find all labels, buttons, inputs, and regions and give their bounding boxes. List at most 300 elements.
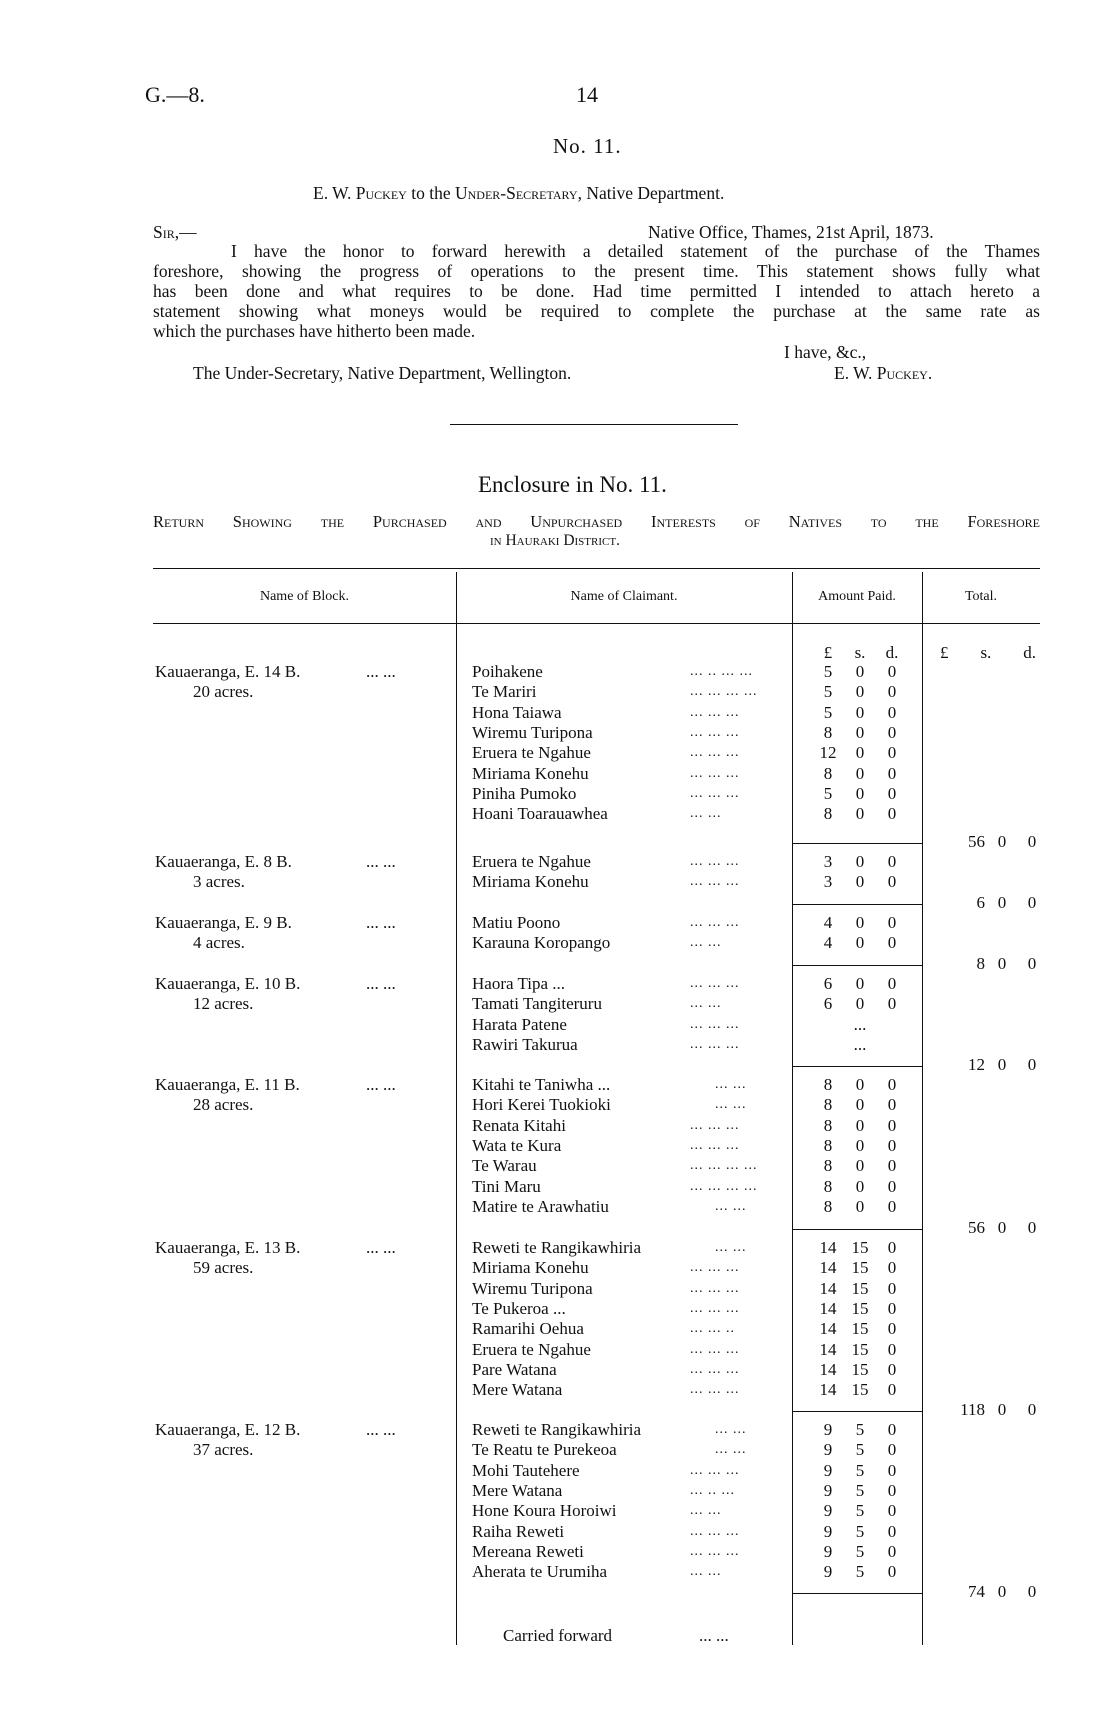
amount-pounds: 8 [823,723,833,742]
amount-pounds: 8 [823,1095,833,1114]
amount-paid [813,1440,907,1460]
amount-pounds: 9 [823,1461,833,1480]
amount-paid [813,1522,907,1542]
claimant-name: Rawiri Takurua [472,1035,578,1054]
block-acres: 4 acres. [193,933,245,952]
amount-paid [813,743,907,763]
block-leader-dots: ... ... [366,1075,396,1094]
amount-pence: 0 [887,1116,897,1135]
amount-pounds: 3 [823,872,833,891]
amount-paid [813,1380,907,1400]
amount-pence: 0 [887,1340,897,1359]
table-row [0,1197,1114,1217]
amount-pounds: 5 [823,662,833,681]
amount-paid [813,1197,907,1217]
table-row [0,1258,1114,1278]
amount-paid [813,1136,907,1156]
subtotal-rule [792,843,922,844]
amount-pence: 0 [887,743,897,762]
amount-pounds: 8 [823,1136,833,1155]
letter-body-line-3: has been done and what requires to be done. Had time permitted I intended to attach hereto a [153,281,1040,301]
block-leader-dots: ... ... [366,662,396,681]
amount-pence: 0 [887,1420,897,1439]
table-row [0,764,1114,784]
amount-pence: 0 [887,1319,897,1338]
amount-pounds: 14 [819,1279,837,1298]
block-acres: 20 acres. [193,682,254,701]
amount-paid [813,1177,907,1197]
table-row [0,1562,1114,1582]
amount-shillings: 0 [855,723,865,742]
total-pounds: 118 [960,1400,985,1419]
amount-shillings: 0 [855,994,865,1013]
table-row [0,1380,1114,1400]
enclosure-subtitle-line-1: Return Showing the Purchased and Unpurchased Interests of Natives to the Foreshore [153,512,1040,531]
amount-pence: 0 [887,1562,897,1581]
letter-heading-to: to the [411,183,451,203]
letter-recipient: Under-Secretary [454,183,578,203]
group-total [945,1218,1045,1238]
claimant-name: Eruera te Ngahue [472,1340,591,1359]
amount-paid [813,784,907,804]
amount-shillings: 0 [855,1197,865,1216]
amount-shillings: 0 [855,784,865,803]
amount-shillings: 5 [855,1501,865,1520]
amount-pence: 0 [887,764,897,783]
subtotal-rule [792,1066,922,1067]
amount-pounds: 9 [823,1420,833,1439]
amount-paid [813,1501,907,1521]
leader-dots: ... ... ... [690,1544,740,1559]
amount-shillings: 0 [855,974,865,993]
amount-pence: 0 [887,1481,897,1500]
leader-dots: ... ... ... [690,1301,740,1316]
amount-pence: 0 [887,1258,897,1277]
total-pence: 0 [1027,893,1037,912]
letter-body-line-5: which the purchases have hitherto been made. [153,321,476,341]
amount-pence: 0 [887,1238,897,1257]
leader-dots: ... ... ... [690,1382,740,1397]
amount-pounds: 4 [823,913,833,932]
table-row [0,662,1114,682]
table-row [0,1542,1114,1562]
leader-dots: ... ... ... [690,854,740,869]
leader-dots: ... ... ... [690,745,740,760]
subtotal-rule [792,904,922,905]
table-row [0,852,1114,872]
table-row [0,1360,1114,1380]
block-leader-dots: ... ... [366,1238,396,1257]
amount-pounds: 4 [823,933,833,952]
amount-units [813,643,907,663]
leader-dots: ... ... [715,1077,747,1092]
amount-pence [877,1035,907,1055]
amount-paid [813,1279,907,1299]
amount-paid [813,1035,907,1055]
amount-pence: 0 [887,974,897,993]
amount-pence: 0 [887,1156,897,1175]
table-row [0,1501,1114,1521]
amount-pence: 0 [887,1380,897,1399]
table-row [0,872,1114,892]
amount-paid [813,1319,907,1339]
group-total [945,1582,1045,1602]
amount-paid [813,662,907,682]
total-pound-label: £ [940,643,949,662]
claimant-name: Reweti te Rangikawhiria [472,1238,642,1257]
claimant-name: Wata te Kura [472,1136,562,1155]
block-acres: 37 acres. [193,1440,254,1459]
carried-forward-row [503,1626,729,1646]
total-shillings: 0 [997,1400,1007,1419]
amount-pounds: 14 [819,1258,837,1277]
claimant-name: Piniha Pumoko [472,784,577,803]
claimant-name: Miriama Konehu [472,1258,589,1277]
amount-pence: 0 [887,1522,897,1541]
amount-pence: 0 [887,1136,897,1155]
block-leader-dots: ... ... [366,974,396,993]
claimant-name: Matiu Poono [472,913,561,932]
amount-pence: 0 [887,872,897,891]
amount-paid [813,682,907,702]
total-shilling-label: s. [980,643,992,662]
amount-paid [813,1238,907,1258]
document-reference: G.—8. [145,82,205,107]
header-claimant: Name of Claimant. [570,589,678,604]
table-row [0,682,1114,702]
table-row [0,1440,1114,1460]
amount-pence [877,1015,907,1035]
amount-shillings: 0 [855,872,865,891]
leader-dots: ... ... ... ... [690,1179,758,1194]
amount-shillings: 15 [851,1279,869,1298]
leader-dots: ... ... [715,1422,747,1437]
amount-pounds: 8 [823,1177,833,1196]
leader-dots: ... ... ... [690,1037,740,1052]
amount-shillings: 0 [855,662,865,681]
letter-body-line-2: foreshore, showing the progress of operations to the present time. This statement shows fully what [153,261,1040,281]
group-total [945,1400,1045,1420]
letter-sender: E. W. Puckey [313,183,407,203]
leader-dots: ... ... ... [690,976,740,991]
letter-department: , Native Department. [577,183,725,203]
enclosure-title: Enclosure in No. 11. [478,472,667,497]
leader-dots: ... ... [715,1442,747,1457]
amount-shillings: 0 [855,1095,865,1114]
block-name: Kauaeranga, E. 13 B. [155,1238,301,1257]
claimant-name: Te Reatu te Purekeoa [472,1440,617,1459]
amount-shillings: 5 [855,1522,865,1541]
amount-shillings: 15 [851,1340,869,1359]
leader-dots: ... ... ... [690,786,740,801]
leader-dots: ... ... ... [690,1118,740,1133]
amount-pounds: 8 [823,1197,833,1216]
claimant-name: Wiremu Turipona [472,723,593,742]
amount-paid [813,804,907,824]
amount-paid [813,974,907,994]
amount-paid [813,1095,907,1115]
amount-pounds: 8 [823,1116,833,1135]
amount-pence: 0 [887,1501,897,1520]
letter-salutation: Sir,— [153,222,197,242]
amount-shillings: 15 [851,1299,869,1318]
block-name: Kauaeranga, E. 14 B. [155,662,301,681]
total-shillings: 0 [997,954,1007,973]
leader-dots: ... .. ... [690,1483,735,1498]
claimant-name: Matire te Arawhatiu [472,1197,609,1216]
total-shillings: 0 [997,1055,1007,1074]
amount-pounds: 3 [823,852,833,871]
leader-dots: ... ... ... [690,1138,740,1153]
amount-shillings: 0 [855,913,865,932]
table-row [0,913,1114,933]
letter-addressee: The Under-Secretary, Native Department, Wellington. [193,363,572,383]
block-leader-dots: ... ... [366,913,396,932]
amount-paid [813,1156,907,1176]
amount-shillings: 0 [855,1136,865,1155]
table-row [0,784,1114,804]
table-header-rule [153,623,1040,624]
letter-dateline: Native Office, Thames, 21st April, 1873. [648,222,934,242]
leader-dots: ... ... ... [690,1362,740,1377]
amount-shillings: 0 [855,804,865,823]
amount-pounds: 14 [819,1238,837,1257]
letter-signature: E. W. Puckey. [834,363,933,383]
leader-dots: ... ... ... [690,766,740,781]
table-row [0,1420,1114,1440]
amount-shillings: 15 [851,1238,869,1257]
leader-dots: ... ... ... [690,915,740,930]
amount-paid [813,1562,907,1582]
total-shillings: 0 [997,832,1007,851]
amount-pence: 0 [887,1542,897,1561]
amount-paid [813,1075,907,1095]
subtotal-rule [792,1229,922,1230]
pound-label: £ [823,643,833,662]
amount-shillings: ... [853,1035,867,1054]
carried-forward-label: Carried forward [503,1626,613,1645]
claimant-name: Ramarihi Oehua [472,1319,584,1338]
claimant-name: Harata Patene [472,1015,567,1034]
claimant-name: Kitahi te Taniwha ... [472,1075,611,1094]
subtotal-rule [792,1411,922,1412]
amount-pence: 0 [887,1197,897,1216]
amount-paid [813,1340,907,1360]
amount-pence: 0 [887,1461,897,1480]
block-name: Kauaeranga, E. 11 B. [155,1075,300,1094]
amount-shillings: 0 [855,682,865,701]
leader-dots: ... ... [690,1503,722,1518]
block-name: Kauaeranga, E. 9 B. [155,913,292,932]
amount-paid [813,913,907,933]
total-pounds: 6 [976,893,985,912]
amount-shillings: ... [853,1015,867,1034]
amount-shillings: 0 [855,743,865,762]
claimant-name: Hoani Toarauawhea [472,804,608,823]
claimant-name: Eruera te Ngahue [472,852,591,871]
block-name: Kauaeranga, E. 8 B. [155,852,292,871]
amount-paid [813,1299,907,1319]
amount-shillings: 5 [855,1440,865,1459]
amount-paid [813,1015,907,1035]
leader-dots: ... ... [715,1240,747,1255]
table-row [0,1299,1114,1319]
amount-pounds: 14 [819,1340,837,1359]
claimant-name: Pare Watana [472,1360,557,1379]
amount-shillings: 15 [851,1258,869,1277]
amount-pounds: 8 [823,764,833,783]
total-pence-label: d. [1023,643,1036,662]
claimant-name: Poihakene [472,662,543,681]
total-pounds: 56 [968,832,985,851]
amount-pence: 0 [887,1299,897,1318]
block-acres: 3 acres. [193,872,245,891]
leader-dots: ... ... ... [690,1281,740,1296]
total-pence: 0 [1027,1400,1037,1419]
block-acres: 59 acres. [193,1258,254,1277]
table-row [0,974,1114,994]
block-leader-dots: ... ... [366,1420,396,1439]
claimant-name: Mere Watana [472,1380,563,1399]
amount-pounds: 12 [819,743,837,762]
leader-dots: ... ... ... [690,725,740,740]
claimant-name: Wiremu Turipona [472,1279,593,1298]
amount-paid [813,933,907,953]
claimant-name: Aherata te Urumiha [472,1562,607,1581]
table-row [0,1095,1114,1115]
amount-shillings: 5 [855,1481,865,1500]
total-pounds: 12 [968,1055,985,1074]
claimant-name: Miriama Konehu [472,764,589,783]
leader-dots: ... .. ... ... [690,664,753,679]
table-row [0,1035,1114,1055]
enclosure-subtitle-line-2: in Hauraki District. [490,532,620,549]
amount-pence: 0 [887,804,897,823]
claimant-name: Renata Kitahi [472,1116,566,1135]
amount-pence: 0 [887,1095,897,1114]
claimant-name: Tini Maru [472,1177,541,1196]
amount-pence: 0 [887,723,897,742]
leader-dots: ... ... ... [690,1524,740,1539]
leader-dots: ... ... ... ... [690,684,758,699]
amount-shillings: 0 [855,764,865,783]
amount-shillings: 0 [855,1075,865,1094]
claimant-name: Hori Kerei Tuokioki [472,1095,611,1114]
amount-paid [813,723,907,743]
table-row [0,1156,1114,1176]
amount-pounds: 9 [823,1501,833,1520]
amount-shillings: 15 [851,1360,869,1379]
table-row [0,743,1114,763]
leader-dots: ... ... [690,996,722,1011]
total-pence: 0 [1027,832,1037,851]
shilling-label: s. [854,643,866,662]
claimant-name: Reweti te Rangikawhiria [472,1420,642,1439]
table-row [0,1319,1114,1339]
pence-label: d. [885,643,899,662]
amount-shillings: 0 [855,933,865,952]
amount-pounds: 14 [819,1360,837,1379]
total-pence: 0 [1027,1218,1037,1237]
amount-pence: 0 [887,1440,897,1459]
block-acres: 12 acres. [193,994,254,1013]
amount-paid [813,764,907,784]
leader-dots: ... ... ... [690,1342,740,1357]
claimant-name: Karauna Koropango [472,933,611,952]
claimant-name: Mere Watana [472,1481,563,1500]
amount-shillings: 5 [855,1542,865,1561]
table-row [0,723,1114,743]
leader-dots: ... ... [715,1199,747,1214]
table-row [0,1340,1114,1360]
claimant-name: Hona Taiawa [472,703,562,722]
header-block: Name of Block. [259,589,350,604]
claimant-name: Te Warau [472,1156,537,1175]
table-top-rule [153,568,1040,569]
table-row [0,1075,1114,1095]
group-total [945,832,1045,852]
amount-paid [813,1420,907,1440]
amount-pounds: 9 [823,1542,833,1561]
carried-forward-dots: ... ... [699,1626,729,1645]
leader-dots: ... ... .. [690,1321,735,1336]
amount-shillings: 5 [855,1461,865,1480]
amount-shillings: 0 [855,1116,865,1135]
total-pounds: 74 [968,1582,985,1601]
group-total [945,1055,1045,1075]
group-total [945,954,1045,974]
amount-pounds: 8 [823,1075,833,1094]
amount-pence: 0 [887,784,897,803]
letter-closing: I have, &c., [784,342,867,362]
header-total: Total. [964,589,998,604]
amount-shillings: 15 [851,1319,869,1338]
amount-paid [813,852,907,872]
amount-shillings: 0 [855,852,865,871]
amount-shillings: 5 [855,1420,865,1439]
leader-dots: ... ... ... [690,1463,740,1478]
letter-number: No. 11. [553,134,622,158]
total-shillings: 0 [997,1218,1007,1237]
page-number: 14 [576,82,598,107]
amount-pence: 0 [887,913,897,932]
section-divider [450,424,738,425]
claimant-name: Mohi Tautehere [472,1461,580,1480]
table-row [0,1177,1114,1197]
amount-pounds: 5 [823,682,833,701]
table-row [0,1279,1114,1299]
table-row [0,1238,1114,1258]
leader-dots: ... ... ... [690,1017,740,1032]
claimant-name: Miriama Konehu [472,872,589,891]
footer-rule [792,1593,922,1594]
total-shillings: 0 [997,893,1007,912]
amount-pounds: 5 [823,784,833,803]
table-row [0,994,1114,1014]
amount-shillings: 0 [855,1156,865,1175]
table-row [0,1116,1114,1136]
table-row [0,1136,1114,1156]
block-name: Kauaeranga, E. 12 B. [155,1420,301,1439]
amount-pence: 0 [887,852,897,871]
table-row [0,1522,1114,1542]
amount-pounds [813,1035,843,1055]
total-pounds: 8 [976,954,985,973]
total-pence: 0 [1027,954,1037,973]
amount-paid [813,994,907,1014]
leader-dots: ... ... [690,935,722,950]
amount-pounds: 14 [819,1319,837,1338]
